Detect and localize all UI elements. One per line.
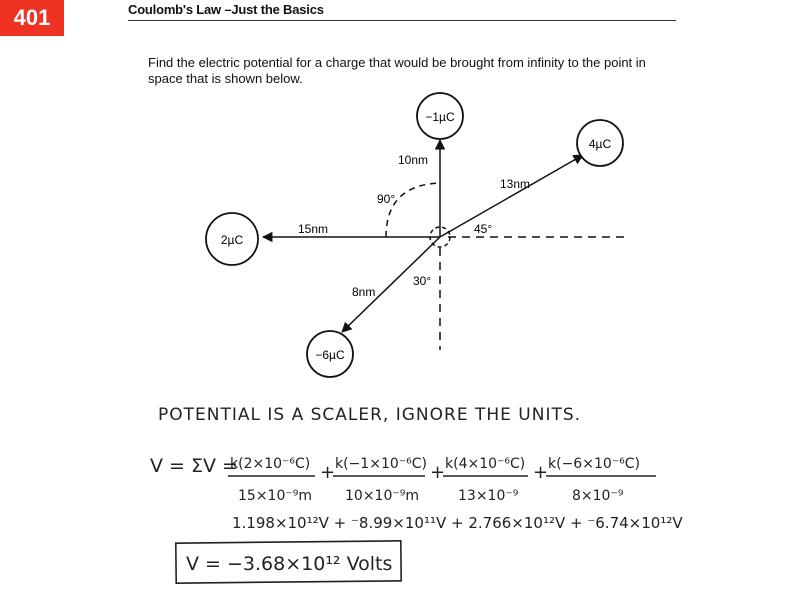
problem-line-1: Find the electric potential for a charge that would be brought from infinity to the point in <box>148 55 646 70</box>
distance-right-label: 13nm <box>500 177 531 191</box>
term-2-denominator: 10×10⁻⁹m <box>345 488 419 504</box>
distance-left-label: 15nm <box>298 222 329 236</box>
plus-sign-3: + <box>533 462 549 483</box>
charge-top-label: −1µC <box>425 110 455 124</box>
angle-90-label: 90° <box>377 192 396 206</box>
scalar-note: POTENTIAL IS A SCALER, IGNORE THE UNITS. <box>158 405 582 425</box>
equation-prefix: V = ΣV = <box>150 455 238 477</box>
term-4-denominator: 8×10⁻⁹ <box>572 488 624 504</box>
term-4-numerator: k(−6×10⁻⁶C) <box>548 456 640 472</box>
term-3-denominator: 13×10⁻⁹ <box>458 488 519 504</box>
term-1-numerator: k(2×10⁻⁶C) <box>230 456 311 472</box>
distance-bottom-label: 8nm <box>352 285 376 299</box>
charge-top-right-label: 4µC <box>588 137 612 151</box>
angle-45-label: 45° <box>474 222 493 236</box>
term-3-numerator: k(4×10⁻⁶C) <box>445 456 526 472</box>
final-answer: V = −3.68×10¹² Volts <box>186 553 393 575</box>
plus-sign-1: + <box>320 462 336 483</box>
term-1-denominator: 15×10⁻⁹m <box>238 488 312 504</box>
term-2-numerator: k(−1×10⁻⁶C) <box>335 456 427 472</box>
distance-top-label: 10nm <box>398 153 429 167</box>
charge-bottom-left-label: −6µC <box>315 348 345 362</box>
charge-left-label: 2µC <box>220 233 244 247</box>
plus-sign-2: + <box>430 462 446 483</box>
evaluated-terms-line: 1.198×10¹²V + ⁻8.99×10¹¹V + 2.766×10¹²V + ⁻6.74×10¹²V <box>232 514 683 532</box>
problem-line-2: space that is shown below. <box>148 71 303 86</box>
slide-number-badge: 401 <box>0 0 64 36</box>
angle-30-label: 30° <box>413 274 432 288</box>
slide-title: Coulomb's Law –Just the Basics <box>128 2 676 21</box>
vector-to-right-charge <box>440 155 583 237</box>
